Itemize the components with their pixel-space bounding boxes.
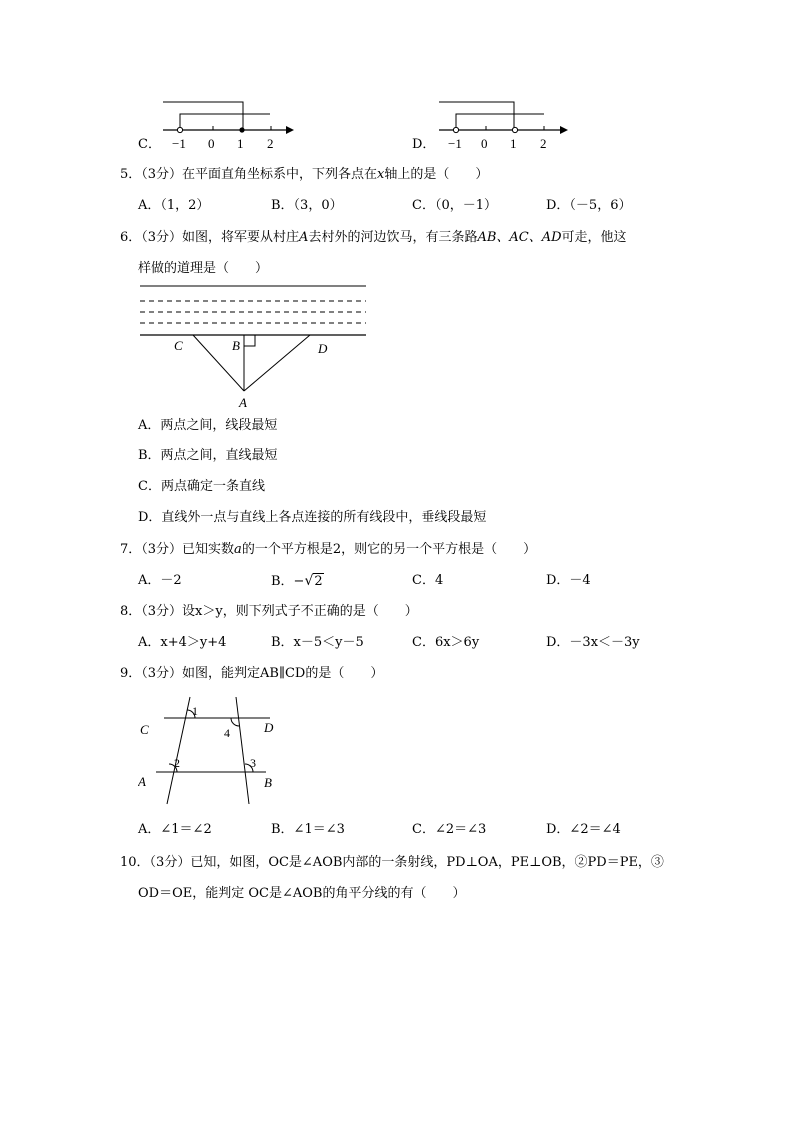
q4-d-tick: 1 (510, 136, 517, 151)
q8-option-d[interactable]: D．－3x＜－3y (546, 635, 640, 650)
q4-number-line-c (160, 98, 300, 154)
q4-d-tick: −1 (448, 136, 462, 151)
q5-option-b[interactable]: B．（3，0） (271, 198, 343, 213)
q8-stem: 8．（3分）设x＞y，则下列式子不正确的是（ ） (120, 604, 418, 619)
q9-stem: 9．（3分）如图，能判定AB∥CD的是（ ） (120, 666, 384, 681)
q4-option-c-label: C． (138, 137, 161, 152)
q9-angle-2: 2 (174, 756, 180, 770)
q5-option-c[interactable]: C．（0，－1） (412, 198, 497, 213)
q5-option-d[interactable]: D．（－5，6） (546, 198, 632, 213)
q6-option-c[interactable]: C．两点确定一条直线 (138, 479, 265, 494)
q6-option-d[interactable]: D．直线外一点与直线上各点连接的所有线段中，垂线段最短 (138, 510, 487, 525)
q7-option-a[interactable]: A．－2 (138, 573, 182, 588)
q5-stem: 5．（3分）在平面直角坐标系中，下列各点在x轴上的是（ ） (120, 167, 489, 182)
q9-label-c: C (140, 722, 149, 737)
q5-option-a[interactable]: A．（1，2） (138, 198, 210, 213)
q6-river-figure (138, 282, 374, 410)
q4-option-d-label: D． (412, 137, 436, 152)
q6-label-c: C (174, 338, 183, 353)
q6-stem-line-2: 样做的道理是（ ） (138, 261, 269, 276)
q10-stem-line-1: 10．（3分）已知，如图，OC是∠AOB内部的一条射线，PD⊥OA，PE⊥OB，②PD＝PE，③ (120, 855, 664, 870)
q9-label-d: D (264, 720, 274, 735)
q8-option-a[interactable]: A．x+4＞y+4 (138, 635, 227, 650)
q7-sqrt-value: 2 (314, 574, 323, 589)
q6-label-d: D (318, 341, 328, 356)
q9-option-a[interactable]: A．∠1＝∠2 (138, 822, 212, 837)
q4-d-tick: 0 (481, 136, 488, 151)
q7-option-d[interactable]: D．－4 (546, 573, 591, 588)
q9-angle-1: 1 (192, 704, 198, 718)
q6-label-b: B (232, 338, 240, 353)
q9-label-b: B (264, 775, 272, 790)
q7-stem: 7．（3分）已知实数a的一个平方根是2，则它的另一个平方根是（ ） (120, 542, 537, 557)
q6-label-a: A (239, 395, 247, 410)
q6-option-a[interactable]: A．两点之间，线段最短 (138, 418, 278, 433)
sqrt-sign: √ (304, 573, 314, 589)
q9-angle-3: 3 (250, 756, 256, 770)
q10-stem-line-2: OD＝OE，能判定 OC是∠AOB的角平分线的有（ ） (138, 886, 466, 901)
q9-angle-4: 4 (224, 726, 230, 740)
q8-option-c[interactable]: C．6x＞6y (412, 635, 480, 650)
q8-option-b[interactable]: B．x－5＜y－5 (271, 635, 364, 650)
q6-stem-line-1: 6．（3分）如图，将军要从村庄A去村外的河边饮马，有三条路AB、AC、AD可走，他这 (120, 230, 627, 245)
q4-c-tick: −1 (172, 136, 186, 151)
q9-option-b[interactable]: B．∠1＝∠3 (271, 822, 345, 837)
q4-c-tick: 0 (208, 136, 215, 151)
q7-option-c[interactable]: C．4 (412, 573, 444, 588)
q6-option-b[interactable]: B．两点之间，直线最短 (138, 448, 278, 463)
q7-option-b[interactable]: B．−√2 (271, 573, 323, 589)
q9-label-a: A (138, 774, 146, 789)
q9-option-d[interactable]: D．∠2＝∠4 (546, 822, 621, 837)
q4-c-tick: 1 (237, 136, 244, 151)
q4-number-line-d (436, 98, 576, 154)
q4-d-tick: 2 (540, 136, 547, 151)
q4-c-tick: 2 (267, 136, 274, 151)
q9-parallel-lines-figure (138, 694, 288, 806)
q9-option-c[interactable]: C．∠2＝∠3 (412, 822, 487, 837)
